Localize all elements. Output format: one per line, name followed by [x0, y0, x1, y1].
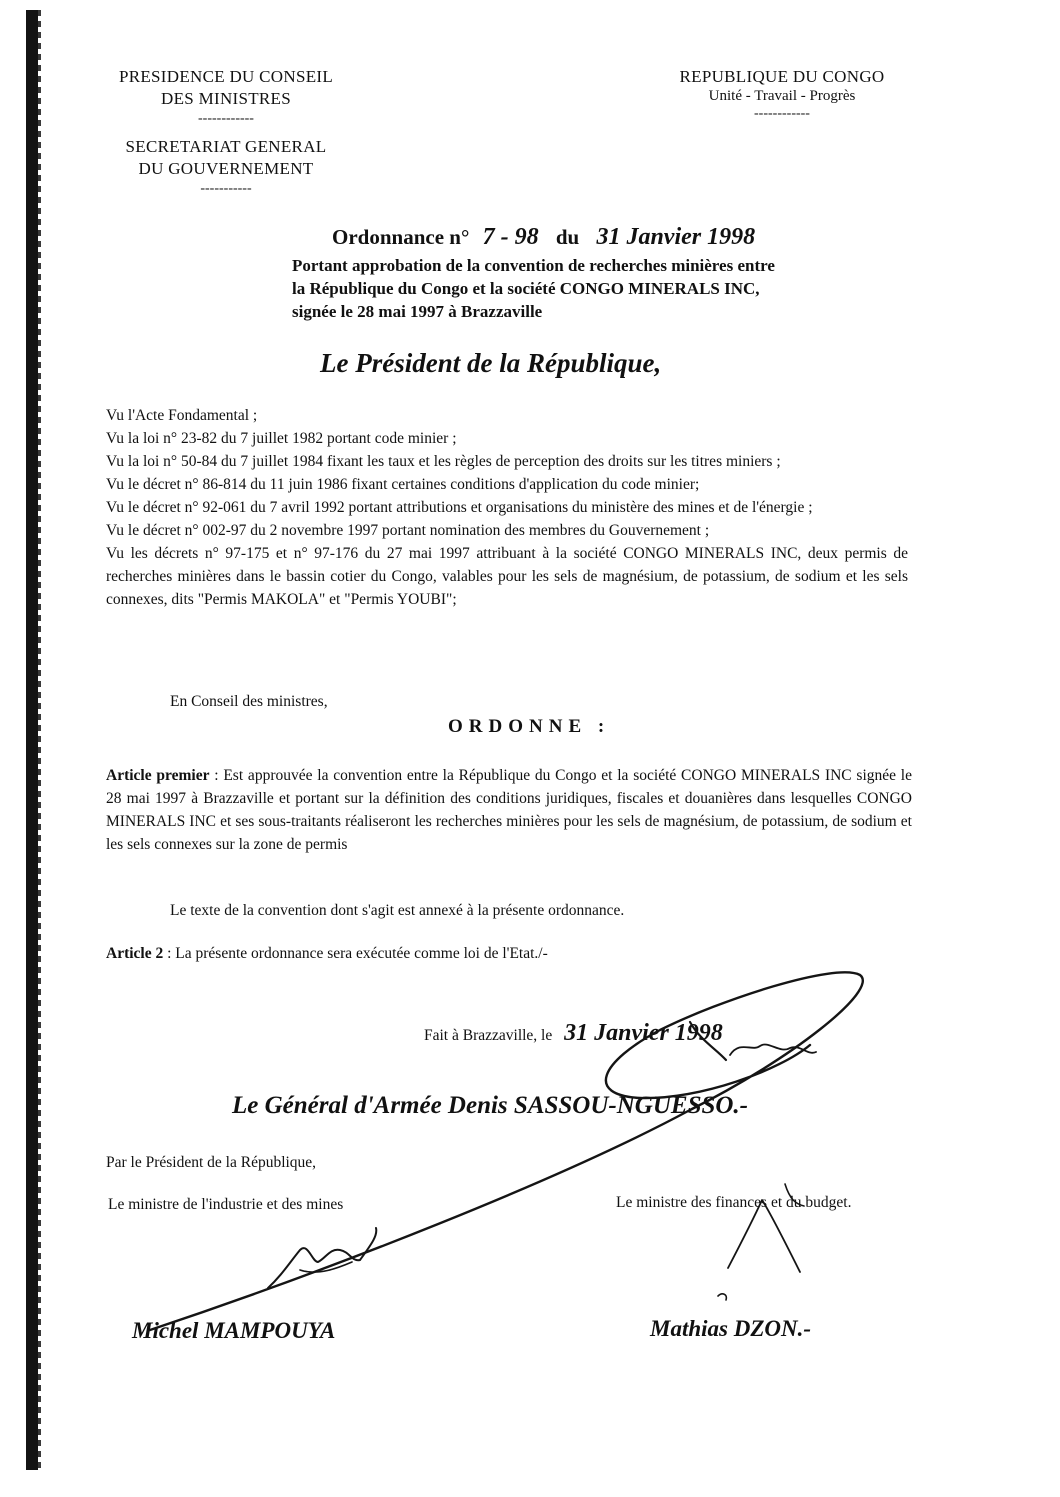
- minister-left-title: Le ministre de l'industrie et des mines: [108, 1196, 344, 1213]
- subtitle-line3: signée le 28 mai 1997 à Brazzaville: [292, 302, 543, 321]
- visa-item: Vu le décret n° 86-814 du 11 juin 1986 fixant certaines conditions d'application du code minier;: [106, 476, 700, 493]
- visa-item: Vu le décret n° 002-97 du 2 novembre 1997 portant nomination des membres du Gouvernement ;: [106, 522, 710, 539]
- scan-edge-texture: [38, 10, 41, 1470]
- header-left-line1: PRESIDENCE DU CONSEIL: [118, 67, 334, 86]
- header-left-line4: DU GOUVERNEMENT: [138, 159, 314, 178]
- subtitle-line1: Portant approbation de la convention de recherches minières entre: [292, 256, 775, 275]
- scan-edge-bar: [26, 10, 38, 1470]
- header-left-dashes2: -----------: [200, 181, 252, 196]
- president-heading: Le Président de la République,: [320, 348, 662, 378]
- minister-right-name: Mathias DZON.-: [650, 1316, 812, 1341]
- minister-left-name: Michel MAMPOUYA: [132, 1318, 336, 1343]
- ordonnance-subtitle: [292, 254, 932, 323]
- header-left-line2: DES MINISTRES: [161, 89, 291, 108]
- visa-item: Vu la loi n° 50-84 du 7 juillet 1984 fixant les taux et les règles de perception des droits sur les titres miniers ;: [106, 453, 781, 470]
- header-right-country: REPUBLIQUE DU CONGO: [679, 67, 885, 86]
- header-right-motto: Unité - Travail - Progrès: [708, 88, 856, 104]
- signature-place: Fait à Brazzaville, le: [424, 1027, 553, 1044]
- council-line: En Conseil des ministres,: [170, 693, 328, 710]
- visa-item: Vu l'Acte Fondamental ;: [106, 407, 258, 424]
- visas-list: [106, 404, 908, 611]
- visa-item: Vu le décret n° 92-061 du 7 avril 1992 portant attributions et organisations du ministère des mines et de l'énergie ;: [106, 499, 813, 516]
- article-2-text: : La présente ordonnance sera exécutée comme loi de l'Etat./-: [163, 945, 548, 962]
- minister-left-signature-stroke: [268, 1228, 376, 1288]
- header-left-dashes1: ------------: [198, 111, 254, 126]
- title-number: 7 - 98: [482, 224, 539, 250]
- minister-left-signature-tail: [300, 1262, 352, 1272]
- article-1-label: Article premier: [106, 767, 210, 784]
- ordonnance-title: [332, 224, 755, 251]
- title-prefix: Ordonnance n°: [332, 225, 470, 249]
- title-du: du: [555, 225, 580, 249]
- minister-right-title: Le ministre des finances et du budget.: [616, 1194, 852, 1211]
- article-2: [106, 945, 548, 963]
- visa-item: Vu les décrets n° 97-175 et n° 97-176 du 27 mai 1997 attribuant à la société CONGO MINERALS INC, deux permis de recherches minières dans le bassin cotier du Congo, valables pour les sels de magnésium, de potassium, de sodium et les sels connexes, dits "Permis MAKOLA" et "Permis YOUBI";: [106, 545, 908, 608]
- article-1-text: : Est approuvée la convention entre la République du Congo et la société CONGO MINERALS INC signée le 28 mai 1997 à Brazzaville et portant sur la définition des conditions juridiques, fiscales et douanières dans lesquelles CONGO MINERALS INC et ses sous-traitants réaliseront les recherches minières pour les sels de magnésium, de potassium, de sodium et les sels connexes sur la zone de permis: [106, 767, 912, 853]
- article-2-label: Article 2: [106, 945, 164, 962]
- annex-note: Le texte de la convention dont s'agit est annexé à la présente ordonnance.: [170, 902, 625, 919]
- article-1: [106, 764, 912, 856]
- signature-place-date: [424, 1020, 723, 1047]
- signature-date: 31 Janvier 1998: [564, 1020, 723, 1046]
- president-signature-flourish: [730, 1044, 816, 1055]
- header-right: [652, 66, 912, 119]
- president-signer: Le Général d'Armée Denis SASSOU-NGUESSO.-: [232, 1092, 749, 1119]
- subtitle-line2: la République du Congo et la société CONGO MINERALS INC,: [292, 279, 760, 298]
- title-date: 31 Janvier 1998: [596, 224, 756, 250]
- minister-right-signature-dot: [718, 1294, 726, 1300]
- countersign-intro: Par le Président de la République,: [106, 1154, 317, 1171]
- ordonne-heading: ORDONNE :: [448, 716, 611, 737]
- header-left: [96, 66, 356, 194]
- header-right-dashes: ------------: [754, 106, 810, 121]
- header-left-line3: SECRETARIAT GENERAL: [125, 137, 327, 156]
- visa-item: Vu la loi n° 23-82 du 7 juillet 1982 portant code minier ;: [106, 430, 457, 447]
